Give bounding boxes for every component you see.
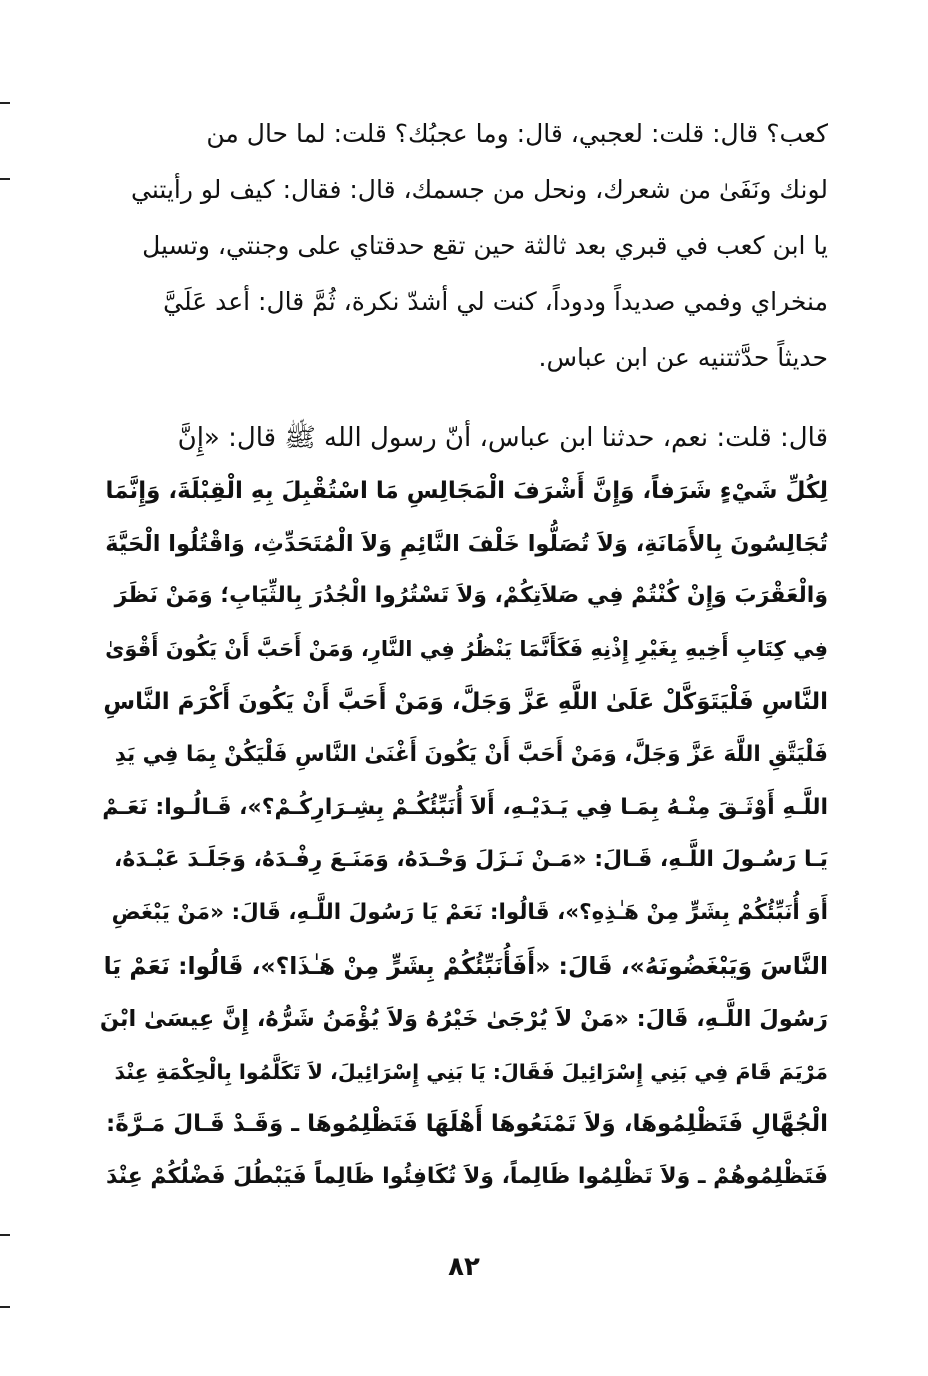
- text-line: يَـا رَسُـولَ اللَّـهِ، قَـالَ: «مَـنْ نَـزَلَ وَحْـدَهُ، وَمَنَـعَ رِفْـدَهُ، وَجَلَـدَ عَبْـدَهُ،: [113, 847, 828, 873]
- text-line: قال: قلت: نعم، حدثنا ابن عباس، أنّ رسول الله ﷺ قال: «إِنَّ: [177, 423, 828, 453]
- paragraph-hadith: [100, 412, 828, 1204]
- text-line: رَسُولَ اللَّـهِ، قَالَ: «مَنْ لاَ يُرْجَىٰ خَيْرُهُ وَلاَ يُؤْمَنُ شَرُّهُ، إِنَّ عِيسَىٰ ابْنَ: [100, 1005, 828, 1032]
- text-line: تُجَالِسُونَ بِالأَمَانَةِ، وَلاَ تُصَلُّوا خَلْفَ النَّائِمِ وَلاَ الْمُتَحَدِّثِ، وَاقْتُلُوا الْحَيَّةَ: [105, 530, 828, 557]
- text-line: النَّاسِ فَلْيَتَوَكَّلْ عَلَىٰ اللَّهِ عَزَّ وَجَلَّ، وَمَنْ أَحَبَّ أَنْ يَكُونَ أَكْرَمَ النَّاسِ: [103, 688, 828, 715]
- text-line: يا ابن كعب في قبري بعد ثالثة حين تقع حدقتاي على وجنتي، وتسيل: [142, 231, 828, 260]
- text-line: اللَّـهِ أَوْثَـقَ مِنْـهُ بِمَـا فِي يَـدَيْـهِ، أَلاَ أُنَبِّئُكُـمْ بِشِـرَارِكُـمْ؟»، قَـالُـوا: نَعَـمْ: [102, 794, 828, 820]
- text-line: فِي كِتَابِ أَخِيهِ بِغَيْرِ إِذْنِهِ فَكَأَنَّمَا يَنْظُرُ فِي النَّارِ، وَمَنْ أَحَبَّ أَنْ يَكُونَ أَقْوَىٰ: [105, 637, 828, 662]
- text-line: وَالْعَقْرَبَ وَإِنْ كُنْتُمْ فِي صَلاَتِكُمْ، وَلاَ تَسْتُرُوا الْجُدُرَ بِالثِّيَابِ؛ وَمَنْ نَظَرَ: [114, 583, 828, 609]
- text-line: منخراي وفمي صديداً ودوداً، كنت لي أشدّ نكرة، ثُمَّ قال: أعد عَلَيَّ: [163, 287, 828, 316]
- margin-mark: [0, 178, 10, 180]
- text-line: كعب؟ قال: قلت: لعجبي، قال: وما عجبُك؟ قلت: لما حال من: [206, 119, 828, 148]
- text-line: النَّاسَ وَيَبْغَضُونَهُ»، قَالَ: «أَفَأُنَبِّئُكُمْ بِشَرٍّ مِنْ هَـٰذَا؟»، قَالُوا: نَعَمْ يَا: [103, 951, 828, 980]
- margin-mark: [0, 102, 10, 104]
- text-line: لونك ونَفَىٰ من شعرك، ونحل من جسمك، قال: فقال: كيف لو رأيتني: [131, 175, 828, 204]
- text-line: مَرْيَمَ قَامَ فِي بَنِي إِسْرَائِيلَ فَقَالَ: يَا بَنِي إِسْرَائِيلَ، لاَ تَكَلَّمُوا بِالْحِكْمَةِ عِنْدَ: [114, 1059, 828, 1084]
- text-line: الْجُهَّالِ فَتَظْلِمُوهَا، وَلاَ تَمْنَعُوهَا أَهْلَهَا فَتَظْلِمُوهَا ـ وَقَـدْ قَـالَ مَـرَّةً:: [106, 1111, 828, 1138]
- text-line: فَتَظْلِمُوهُمْ ـ وَلاَ تَظْلِمُوا ظَالِماً، وَلاَ تُكَافِئُوا ظَالِماً فَيَبْطُلَ فَضْلُكُمْ عِنْدَ: [106, 1164, 828, 1190]
- text-line: فَلْيَتَّقِ اللَّهَ عَزَّ وَجَلَّ، وَمَنْ أَحَبَّ أَنْ يَكُونَ أَغْنَىٰ النَّاسِ فَلْيَكُنْ بِمَا فِي يَدِ: [114, 741, 828, 767]
- margin-mark: [0, 1306, 10, 1308]
- margin-mark: [0, 1234, 10, 1236]
- text-line: حديثاً حدَّثتنيه عن ابن عباس.: [538, 343, 828, 372]
- text-line: أَوَ أُنَبِّئُكُمْ بِشَرٍّ مِنْ هَـٰذِهِ؟»، قَالُوا: نَعَمْ يَا رَسُولَ اللَّـهِ، قَالَ: «مَنْ يَبْغَضِ: [111, 900, 828, 926]
- paragraph-narration: [100, 106, 828, 386]
- page-number: ٨٢: [448, 1252, 480, 1282]
- text-line: لِكُلِّ شَيْءٍ شَرَفاً، وَإِنَّ أَشْرَفَ الْمَجَالِسِ مَا اسْتُقْبِلَ بِهِ الْقِبْلَةَ، وَإِنَّمَا: [105, 477, 828, 504]
